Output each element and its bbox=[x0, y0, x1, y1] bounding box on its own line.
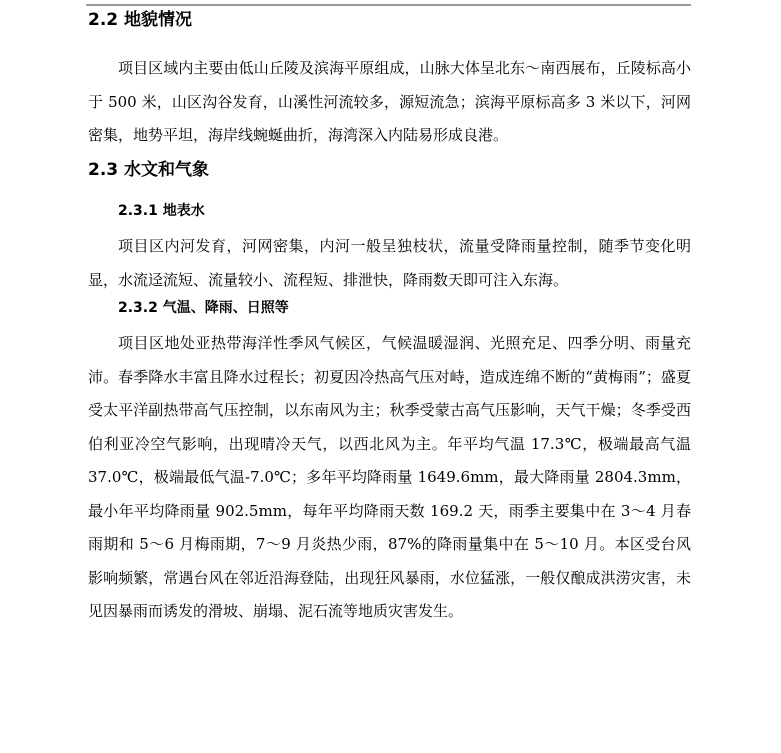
paragraph-surface-water: 项目区内河发育，河网密集，内河一般呈独枝状，流量受降雨量控制，随季节变化明显，水流迳流短、流量较小、流程短、排泄快，降雨数天即可注入东海。 bbox=[88, 237, 691, 289]
heading-landform: 2.2 地貌情况 bbox=[88, 10, 193, 30]
heading-temperature-rainfall-sunshine: 2.3.2 气温、降雨、日照等 bbox=[118, 300, 289, 316]
header-rule bbox=[86, 4, 691, 6]
heading-surface-water: 2.3.1 地表水 bbox=[118, 203, 205, 219]
heading-hydrology-climate: 2.3 水文和气象 bbox=[88, 160, 210, 180]
paragraph-landform: 项目区域内主要由低山丘陵及滨海平原组成，山脉大体呈北东～南西展布，丘陵标高小于 500 米，山区沟谷发育，山溪性河流较多，源短流急；滨海平原标高多 3 米以下，河网密集，地势平坦，海岸线蜿蜒曲折，海湾深入内陆易形成良港。 bbox=[88, 59, 691, 144]
paragraph-climate: 项目区地处亚热带海洋性季风气候区，气候温暖湿润、光照充足、四季分明、雨量充沛。春季降水丰富且降水过程长；初夏因冷热高气压对峙，造成连绵不断的“黄梅雨”；盛夏受太平洋副热带高气压控制，以东南风为主；秋季受蒙古高气压影响，天气干燥；冬季受西伯利亚冷空气影响，出现晴冷天气，以西北风为主。年平均气温 17.3℃，极端最高气温 37.0℃，极端最低气温-7.0℃；多年平均降雨量 1649.6mm，最大降雨量 2804.3mm，最小年平均降雨量 902.5mm，每年平均降雨天数 169.2 天，雨季主要集中在 3～4 月春雨期和 5～6 月梅雨期，7～9 月炎热少雨，87%的降雨量集中在 5～10 月。本区受台风影响频繁，常遇台风在邻近沿海登陆，出现狂风暴雨，水位猛涨，一般仅酿成洪涝灾害，未见因暴雨而诱发的滑坡、崩塌、泥石流等地质灾害发生。 bbox=[88, 334, 691, 620]
